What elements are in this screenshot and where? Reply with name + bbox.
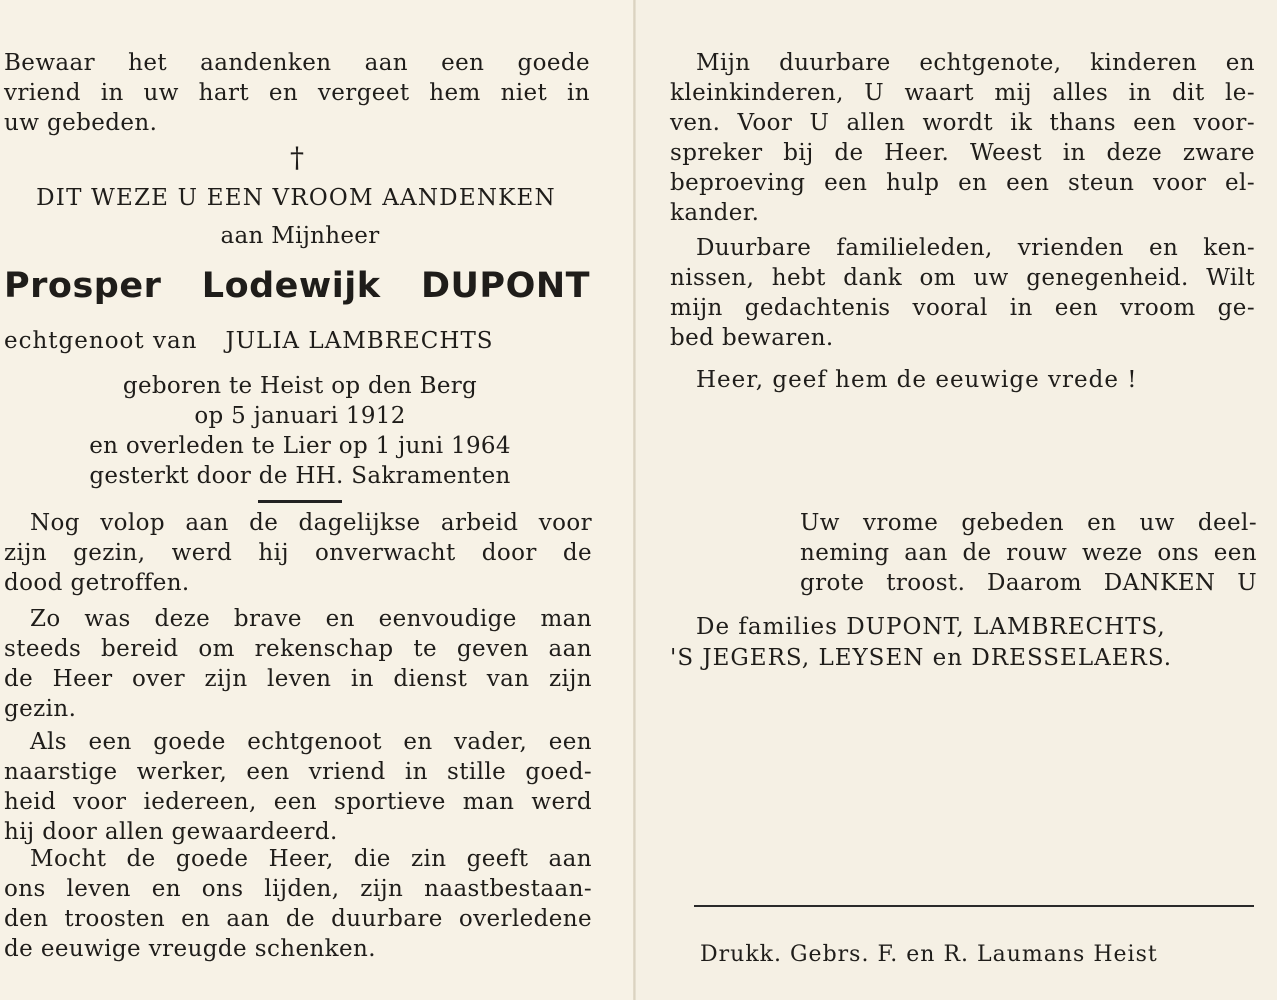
- thanks-paragraph: [800, 508, 1257, 598]
- text-line: gezin.: [4, 696, 77, 722]
- text-line: dood getroffen.: [4, 570, 190, 596]
- text-line: Nog volop aan de dagelijkse arbeid voor: [30, 510, 592, 536]
- memorial-heading: DIT WEZE U EEN VROOM AANDENKEN: [36, 185, 556, 211]
- paragraph-work: [4, 508, 592, 598]
- divider: [258, 500, 342, 503]
- left-page: [0, 0, 635, 1000]
- birth-death-block: [0, 371, 600, 491]
- text-line: ons leven en ons lijden, zijn naastbestaan-: [4, 876, 592, 902]
- spouse-line: [4, 326, 564, 356]
- text-line: nissen, hebt dank om uw genegenheid. Wilt: [670, 265, 1255, 291]
- text-line: den troosten en aan de duurbare overledene: [4, 906, 592, 932]
- text-line: Uw vrome gebeden en uw deel-: [800, 510, 1257, 536]
- spouse-label: echtgenoot van: [4, 328, 198, 354]
- sacraments-line: gesterkt door de HH. Sakramenten: [89, 463, 511, 489]
- birth-date-line: op 5 januari 1912: [194, 403, 406, 429]
- paragraph-prayer: [4, 844, 592, 964]
- text-line: de Heer over zijn leven in dienst van zijn: [4, 666, 592, 692]
- paragraph-spouse-children: [670, 48, 1255, 228]
- text-line: beproeving een hulp en een steun voor el-: [670, 170, 1255, 196]
- text-line: zijn gezin, werd hij onverwacht door de: [4, 540, 592, 566]
- text-line: ven. Voor U allen wordt ik thans een voor-: [670, 110, 1255, 136]
- text-line: kleinkinderen, U waart mij alles in dit le-: [670, 80, 1255, 106]
- text-line: Duurbare familieleden, vrienden en ken-: [696, 235, 1255, 261]
- paragraph-husband: [4, 727, 592, 847]
- text-line: neming aan de rouw weze ons een: [800, 540, 1257, 566]
- paragraph-family-friends: [670, 233, 1255, 353]
- text-line: de eeuwige vreugde schenken.: [4, 936, 376, 962]
- text-line: Als een goede echtgenoot en vader, een: [30, 729, 592, 755]
- text-line: Mijn duurbare echtgenote, kinderen en: [696, 50, 1255, 76]
- printer-credit: Drukk. Gebrs. F. en R. Laumans Heist: [700, 942, 1158, 967]
- text-line: spreker bij de Heer. Weest in deze zware: [670, 140, 1255, 166]
- closing-prayer: Heer, geef hem de eeuwige vrede !: [696, 367, 1138, 393]
- text-line: kander.: [670, 200, 760, 226]
- intro-line: uw gebeden.: [4, 110, 158, 136]
- text-line: mijn gedachtenis vooral in een vroom ge-: [670, 295, 1255, 321]
- text-line: heid voor iedereen, een sportieve man werd: [4, 789, 592, 815]
- birth-place-line: geboren te Heist op den Berg: [122, 373, 478, 399]
- families-line: 'S JEGERS, LEYSEN en DRESSELAERS.: [670, 645, 1173, 671]
- paragraph-brave-man: [4, 604, 592, 724]
- intro-line: vriend in uw hart en vergeet hem niet in: [4, 80, 590, 106]
- text-line: hij door allen gewaardeerd.: [4, 819, 338, 845]
- text-line: bed bewaren.: [670, 325, 834, 351]
- intro-paragraph: [4, 48, 590, 138]
- printer-divider: [694, 905, 1254, 907]
- text-line: naarstige werker, een vriend in stille goed-: [4, 759, 592, 785]
- families-block: [670, 612, 1260, 674]
- cross-icon: †: [290, 141, 304, 174]
- card-fold: [633, 0, 636, 1000]
- intro-line: Bewaar het aandenken aan een goede: [4, 50, 590, 76]
- text-line: Mocht de goede Heer, die zin geeft aan: [30, 846, 592, 872]
- text-line: steeds bereid om rekenschap te geven aan: [4, 636, 592, 662]
- aan-mijnheer: aan Mijnheer: [220, 223, 380, 249]
- deceased-name: Prosper Lodewijk DUPONT: [4, 266, 590, 306]
- death-line: en overleden te Lier op 1 juni 1964: [89, 433, 511, 459]
- text-line: Zo was deze brave en eenvoudige man: [30, 606, 592, 632]
- spouse-name: JULIA LAMBRECHTS: [225, 328, 494, 354]
- families-line: De families DUPONT, LAMBRECHTS,: [696, 614, 1166, 640]
- text-line: grote troost. Daarom DANKEN U: [800, 570, 1257, 596]
